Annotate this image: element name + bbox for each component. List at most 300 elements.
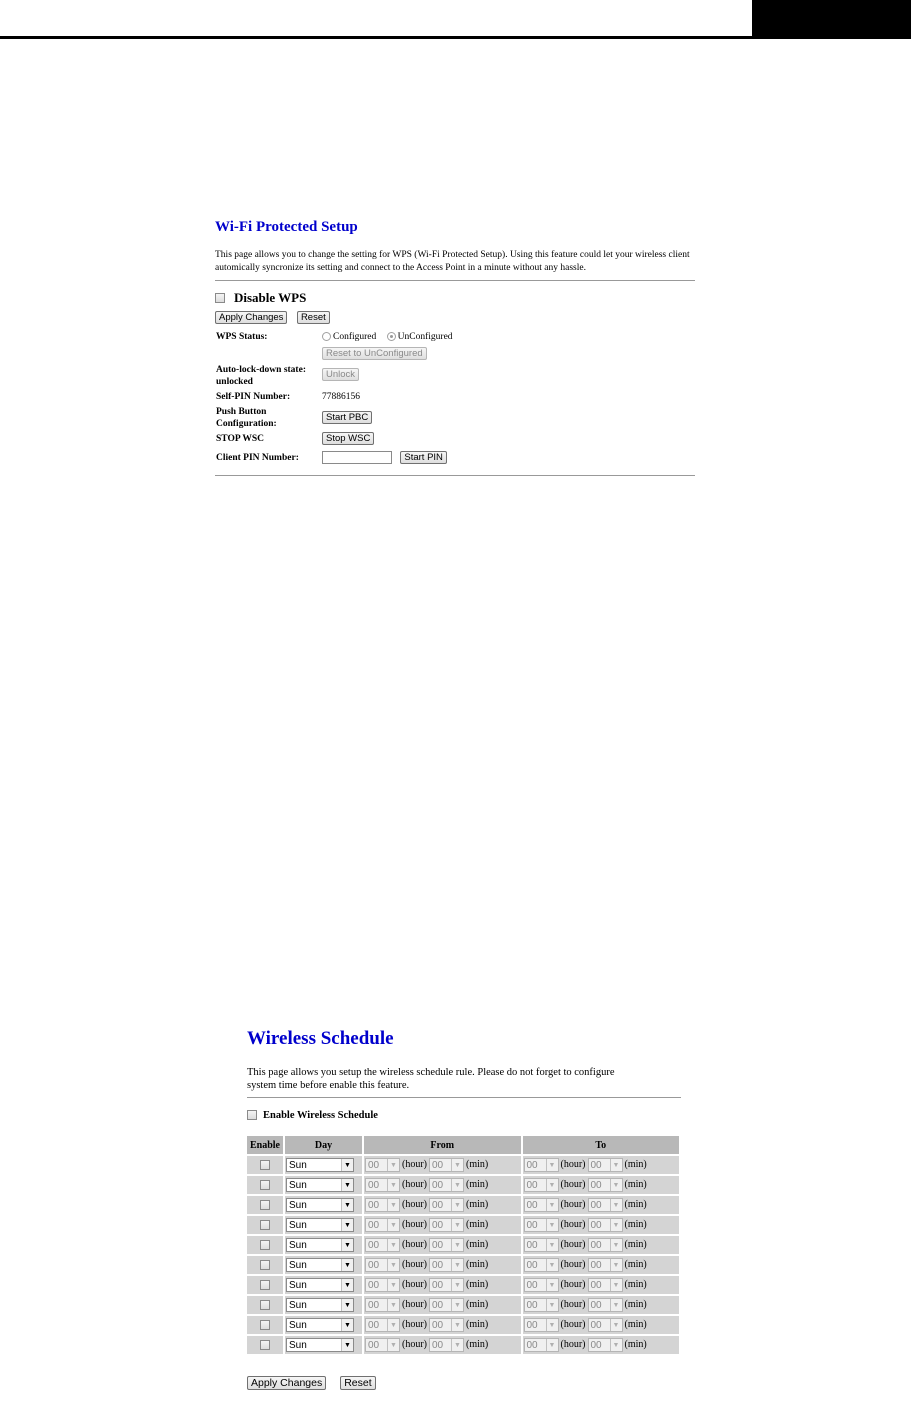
enable-cell — [247, 1276, 283, 1294]
chevron-down-icon: ▼ — [546, 1199, 558, 1211]
reset-to-unconfigured-button[interactable]: Reset to UnConfigured — [322, 347, 427, 360]
day-cell — [285, 1236, 362, 1254]
day-select[interactable] — [286, 1178, 354, 1192]
column-header-enable: Enable — [247, 1136, 283, 1154]
chevron-down-icon: ▼ — [451, 1219, 463, 1231]
day-select[interactable] — [286, 1198, 354, 1212]
hour-unit-label: (hour) — [402, 1339, 427, 1351]
chevron-down-icon: ▼ — [610, 1239, 622, 1251]
day-cell — [285, 1196, 362, 1214]
min-unit-label: (min) — [466, 1259, 489, 1271]
to-min-select[interactable] — [588, 1318, 623, 1332]
to-min-select[interactable] — [588, 1198, 623, 1212]
from-hour-select-value: 00 — [368, 1199, 380, 1211]
day-select[interactable] — [286, 1298, 354, 1312]
from-min-select[interactable] — [429, 1238, 464, 1252]
chevron-down-icon: ▼ — [451, 1279, 463, 1291]
min-unit-label: (min) — [466, 1299, 489, 1311]
wps-settings — [215, 331, 695, 473]
chevron-down-icon: ▼ — [341, 1239, 353, 1251]
table-row — [247, 1336, 679, 1354]
chevron-down-icon: ▼ — [451, 1319, 463, 1331]
table-row — [247, 1216, 679, 1234]
to-min-select[interactable] — [588, 1278, 623, 1292]
to-min-select[interactable] — [588, 1338, 623, 1352]
enable-cell — [247, 1256, 283, 1274]
to-cell — [523, 1196, 680, 1214]
from-hour-select-value: 00 — [368, 1259, 380, 1271]
hour-unit-label: (hour) — [560, 1219, 586, 1231]
day-cell — [285, 1316, 362, 1334]
wps-description-line: automically syncronize its setting and connect to the Access Point in a minute without any hassle. — [215, 263, 586, 273]
min-unit-label: (min) — [624, 1159, 647, 1171]
from-min-select-value: 00 — [432, 1299, 444, 1311]
from-cell — [364, 1296, 521, 1314]
min-unit-label: (min) — [466, 1339, 489, 1351]
start-pin-button[interactable]: Start PIN — [400, 451, 447, 464]
table-row — [247, 1236, 679, 1254]
chevron-down-icon: ▼ — [341, 1199, 353, 1211]
chevron-down-icon: ▼ — [341, 1339, 353, 1351]
to-min-select[interactable] — [588, 1238, 623, 1252]
from-hour-select[interactable] — [365, 1238, 400, 1252]
hour-unit-label: (hour) — [402, 1239, 427, 1251]
from-hour-select[interactable] — [365, 1318, 400, 1332]
unconfigured-radio-label: UnConfigured — [397, 332, 453, 342]
client-pin-label: Client PIN Number: — [216, 453, 299, 463]
row-enable-checkbox[interactable] — [260, 1260, 270, 1270]
hour-unit-label: (hour) — [402, 1259, 427, 1271]
enable-cell — [247, 1156, 283, 1174]
day-select-value: Sun — [289, 1299, 307, 1311]
hour-unit-label: (hour) — [560, 1339, 586, 1351]
hour-unit-label: (hour) — [402, 1179, 427, 1191]
chevron-down-icon: ▼ — [451, 1179, 463, 1191]
chevron-down-icon: ▼ — [387, 1199, 399, 1211]
to-hour-select-value: 00 — [526, 1279, 538, 1291]
schedule-description — [247, 1066, 681, 1092]
from-min-select[interactable] — [429, 1218, 464, 1232]
wps-description — [215, 249, 695, 275]
to-hour-select[interactable] — [524, 1198, 559, 1212]
to-hour-select[interactable] — [524, 1178, 559, 1192]
chevron-down-icon: ▼ — [451, 1159, 463, 1171]
column-header-to: To — [523, 1136, 680, 1154]
min-unit-label: (min) — [466, 1199, 489, 1211]
day-select-value: Sun — [289, 1339, 307, 1351]
to-min-select[interactable] — [588, 1218, 623, 1232]
enable-cell — [247, 1296, 283, 1314]
chevron-down-icon: ▼ — [387, 1319, 399, 1331]
chevron-down-icon: ▼ — [387, 1259, 399, 1271]
to-cell — [523, 1216, 680, 1234]
configured-radio[interactable] — [322, 332, 331, 341]
wps-button-row — [215, 311, 695, 325]
hour-unit-label: (hour) — [402, 1319, 427, 1331]
schedule-description-line: system time before enable this feature. — [247, 1080, 410, 1091]
to-hour-select[interactable] — [524, 1338, 559, 1352]
day-select[interactable] — [286, 1158, 354, 1172]
from-cell — [364, 1216, 521, 1234]
chevron-down-icon: ▼ — [341, 1259, 353, 1271]
chevron-down-icon: ▼ — [341, 1159, 353, 1171]
from-hour-select[interactable] — [365, 1178, 400, 1192]
wps-description-line: This page allows you to change the setting for WPS (Wi-Fi Protected Setup). Using this feature could let your wireless client — [215, 250, 690, 260]
day-cell — [285, 1176, 362, 1194]
day-select[interactable] — [286, 1318, 354, 1332]
day-select-value: Sun — [289, 1219, 307, 1231]
day-cell — [285, 1256, 362, 1274]
to-min-select-value: 00 — [590, 1179, 602, 1191]
client-pin-input[interactable] — [322, 451, 392, 464]
chevron-down-icon: ▼ — [546, 1219, 558, 1231]
page-header-rule — [0, 36, 752, 39]
reset-button[interactable]: Reset — [297, 311, 330, 324]
row-enable-checkbox[interactable] — [260, 1220, 270, 1230]
min-unit-label: (min) — [466, 1179, 489, 1191]
wps-title: Wi-Fi Protected Setup — [215, 219, 358, 235]
from-hour-select-value: 00 — [368, 1219, 380, 1231]
from-min-select-value: 00 — [432, 1199, 444, 1211]
page-header-block — [752, 0, 911, 39]
push-button-config-label — [216, 406, 277, 430]
from-min-select[interactable] — [429, 1338, 464, 1352]
to-hour-select-value: 00 — [526, 1239, 538, 1251]
min-unit-label: (min) — [466, 1319, 489, 1331]
chevron-down-icon: ▼ — [451, 1239, 463, 1251]
from-min-select[interactable] — [429, 1198, 464, 1212]
enable-cell — [247, 1176, 283, 1194]
chevron-down-icon: ▼ — [341, 1179, 353, 1191]
chevron-down-icon: ▼ — [546, 1159, 558, 1171]
from-hour-select-value: 00 — [368, 1159, 380, 1171]
min-unit-label: (min) — [624, 1279, 647, 1291]
row-enable-checkbox[interactable] — [260, 1340, 270, 1350]
to-hour-select-value: 00 — [526, 1339, 538, 1351]
chevron-down-icon: ▼ — [546, 1239, 558, 1251]
wps-status-options — [322, 331, 461, 343]
from-min-select[interactable] — [429, 1258, 464, 1272]
enable-cell — [247, 1236, 283, 1254]
schedule-table — [245, 1134, 681, 1356]
to-hour-select-value: 00 — [526, 1259, 538, 1271]
hour-unit-label: (hour) — [560, 1159, 586, 1171]
from-cell — [364, 1276, 521, 1294]
to-min-select-value: 00 — [590, 1199, 602, 1211]
chevron-down-icon: ▼ — [451, 1199, 463, 1211]
day-cell — [285, 1296, 362, 1314]
chevron-down-icon: ▼ — [610, 1319, 622, 1331]
hour-unit-label: (hour) — [560, 1299, 586, 1311]
min-unit-label: (min) — [624, 1319, 647, 1331]
from-hour-select-value: 00 — [368, 1239, 380, 1251]
from-min-select-value: 00 — [432, 1339, 444, 1351]
wireless-schedule-panel — [247, 1026, 681, 1391]
row-enable-checkbox[interactable] — [260, 1180, 270, 1190]
day-select[interactable] — [286, 1238, 354, 1252]
reset-button[interactable]: Reset — [340, 1376, 375, 1390]
chevron-down-icon: ▼ — [341, 1299, 353, 1311]
from-hour-select[interactable] — [365, 1298, 400, 1312]
to-min-select[interactable] — [588, 1258, 623, 1272]
to-min-select-value: 00 — [590, 1219, 602, 1231]
day-select[interactable] — [286, 1278, 354, 1292]
day-select[interactable] — [286, 1338, 354, 1352]
apply-changes-button[interactable]: Apply Changes — [215, 311, 287, 324]
day-select[interactable] — [286, 1258, 354, 1272]
chevron-down-icon: ▼ — [387, 1299, 399, 1311]
to-min-select-value: 00 — [590, 1279, 602, 1291]
apply-changes-button[interactable]: Apply Changes — [247, 1376, 326, 1390]
hour-unit-label: (hour) — [402, 1279, 427, 1291]
self-pin-label: Self-PIN Number: — [216, 392, 291, 402]
to-cell — [523, 1236, 680, 1254]
table-row — [247, 1176, 679, 1194]
table-row — [247, 1276, 679, 1294]
pbc-label-line: Configuration: — [216, 419, 277, 429]
day-select-value: Sun — [289, 1199, 307, 1211]
min-unit-label: (min) — [466, 1159, 489, 1171]
stop-wsc-button[interactable]: Stop WSC — [322, 432, 374, 445]
configured-radio-label: Configured — [333, 332, 377, 342]
from-min-select-value: 00 — [432, 1159, 444, 1171]
table-header-row — [247, 1136, 679, 1154]
to-hour-select[interactable] — [524, 1158, 559, 1172]
to-min-select[interactable] — [588, 1298, 623, 1312]
from-min-select-value: 00 — [432, 1279, 444, 1291]
chevron-down-icon: ▼ — [341, 1279, 353, 1291]
row-enable-checkbox[interactable] — [260, 1200, 270, 1210]
from-cell — [364, 1196, 521, 1214]
chevron-down-icon: ▼ — [341, 1219, 353, 1231]
to-min-select-value: 00 — [590, 1159, 602, 1171]
table-row — [247, 1256, 679, 1274]
schedule-rows — [247, 1156, 679, 1354]
chevron-down-icon: ▼ — [610, 1339, 622, 1351]
autolock-state-value: unlocked — [216, 377, 253, 387]
hour-unit-label: (hour) — [560, 1279, 586, 1291]
to-hour-select[interactable] — [524, 1258, 559, 1272]
from-min-select[interactable] — [429, 1278, 464, 1292]
from-min-select-value: 00 — [432, 1259, 444, 1271]
divider — [215, 475, 695, 476]
chevron-down-icon: ▼ — [610, 1159, 622, 1171]
from-hour-select-value: 00 — [368, 1299, 380, 1311]
to-cell — [523, 1276, 680, 1294]
chevron-down-icon: ▼ — [546, 1259, 558, 1271]
hour-unit-label: (hour) — [560, 1259, 586, 1271]
self-pin-value: 77886156 — [322, 392, 360, 402]
to-cell — [523, 1336, 680, 1354]
min-unit-label: (min) — [624, 1299, 647, 1311]
row-enable-checkbox[interactable] — [260, 1160, 270, 1170]
to-hour-select-value: 00 — [526, 1199, 538, 1211]
to-min-select-value: 00 — [590, 1259, 602, 1271]
to-cell — [523, 1156, 680, 1174]
chevron-down-icon: ▼ — [610, 1219, 622, 1231]
to-min-select-value: 00 — [590, 1299, 602, 1311]
wps-panel — [215, 216, 695, 476]
from-min-select[interactable] — [429, 1158, 464, 1172]
pbc-label-line: Push Button — [216, 407, 267, 417]
to-min-select[interactable] — [588, 1158, 623, 1172]
enable-schedule-checkbox[interactable] — [247, 1110, 257, 1120]
table-row — [247, 1156, 679, 1174]
from-min-select-value: 00 — [432, 1219, 444, 1231]
hour-unit-label: (hour) — [402, 1299, 427, 1311]
to-min-select-value: 00 — [590, 1339, 602, 1351]
hour-unit-label: (hour) — [560, 1179, 586, 1191]
divider — [247, 1097, 681, 1098]
table-row — [247, 1316, 679, 1334]
day-select[interactable] — [286, 1218, 354, 1232]
from-min-select-value: 00 — [432, 1319, 444, 1331]
day-cell — [285, 1276, 362, 1294]
min-unit-label: (min) — [624, 1219, 647, 1231]
from-hour-select[interactable] — [365, 1218, 400, 1232]
day-select-value: Sun — [289, 1159, 307, 1171]
start-pbc-button[interactable]: Start PBC — [322, 411, 372, 424]
to-hour-select-value: 00 — [526, 1319, 538, 1331]
min-unit-label: (min) — [624, 1259, 647, 1271]
to-hour-select[interactable] — [524, 1218, 559, 1232]
row-enable-checkbox[interactable] — [260, 1280, 270, 1290]
disable-wps-row — [215, 290, 695, 306]
autolock-label-line: Auto-lock-down state: — [216, 365, 306, 375]
from-hour-select-value: 00 — [368, 1319, 380, 1331]
row-enable-checkbox[interactable] — [260, 1320, 270, 1330]
table-row — [247, 1296, 679, 1314]
min-unit-label: (min) — [466, 1279, 489, 1291]
chevron-down-icon: ▼ — [451, 1339, 463, 1351]
min-unit-label: (min) — [466, 1219, 489, 1231]
divider — [215, 280, 695, 281]
to-hour-select-value: 00 — [526, 1179, 538, 1191]
from-min-select[interactable] — [429, 1178, 464, 1192]
schedule-title: Wireless Schedule — [247, 1028, 394, 1049]
chevron-down-icon: ▼ — [546, 1319, 558, 1331]
to-hour-select[interactable] — [524, 1298, 559, 1312]
disable-wps-checkbox[interactable] — [215, 293, 225, 303]
enable-cell — [247, 1216, 283, 1234]
chevron-down-icon: ▼ — [546, 1279, 558, 1291]
row-enable-checkbox[interactable] — [260, 1300, 270, 1310]
chevron-down-icon: ▼ — [387, 1159, 399, 1171]
from-min-select-value: 00 — [432, 1239, 444, 1251]
chevron-down-icon: ▼ — [610, 1279, 622, 1291]
unconfigured-radio[interactable] — [387, 332, 396, 341]
from-min-select[interactable] — [429, 1298, 464, 1312]
from-cell — [364, 1256, 521, 1274]
hour-unit-label: (hour) — [560, 1319, 586, 1331]
from-hour-select-value: 00 — [368, 1179, 380, 1191]
min-unit-label: (min) — [624, 1199, 647, 1211]
hour-unit-label: (hour) — [402, 1159, 427, 1171]
from-hour-select-value: 00 — [368, 1279, 380, 1291]
chevron-down-icon: ▼ — [610, 1179, 622, 1191]
day-cell — [285, 1336, 362, 1354]
from-cell — [364, 1156, 521, 1174]
enable-schedule-row — [247, 1108, 681, 1122]
chevron-down-icon: ▼ — [387, 1279, 399, 1291]
day-cell — [285, 1216, 362, 1234]
chevron-down-icon: ▼ — [546, 1299, 558, 1311]
to-min-select-value: 00 — [590, 1239, 602, 1251]
to-cell — [523, 1176, 680, 1194]
chevron-down-icon: ▼ — [546, 1339, 558, 1351]
hour-unit-label: (hour) — [402, 1199, 427, 1211]
column-header-day: Day — [285, 1136, 362, 1154]
to-hour-select-value: 00 — [526, 1219, 538, 1231]
to-hour-select[interactable] — [524, 1278, 559, 1292]
from-min-select[interactable] — [429, 1318, 464, 1332]
chevron-down-icon: ▼ — [387, 1219, 399, 1231]
stop-wsc-label: STOP WSC — [216, 434, 264, 444]
chevron-down-icon: ▼ — [451, 1299, 463, 1311]
from-cell — [364, 1336, 521, 1354]
day-select-value: Sun — [289, 1239, 307, 1251]
row-enable-checkbox[interactable] — [260, 1240, 270, 1250]
chevron-down-icon: ▼ — [546, 1179, 558, 1191]
from-min-select-value: 00 — [432, 1179, 444, 1191]
from-hour-select-value: 00 — [368, 1339, 380, 1351]
chevron-down-icon: ▼ — [451, 1259, 463, 1271]
column-header-from: From — [364, 1136, 521, 1154]
enable-cell — [247, 1196, 283, 1214]
table-row — [247, 1196, 679, 1214]
chevron-down-icon: ▼ — [610, 1299, 622, 1311]
day-cell — [285, 1156, 362, 1174]
to-min-select-value: 00 — [590, 1319, 602, 1331]
from-cell — [364, 1176, 521, 1194]
from-hour-select[interactable] — [365, 1338, 400, 1352]
chevron-down-icon: ▼ — [387, 1339, 399, 1351]
unlock-button[interactable]: Unlock — [322, 368, 359, 381]
hour-unit-label: (hour) — [560, 1199, 586, 1211]
to-hour-select[interactable] — [524, 1318, 559, 1332]
to-hour-select[interactable] — [524, 1238, 559, 1252]
enable-cell — [247, 1316, 283, 1334]
from-cell — [364, 1236, 521, 1254]
from-hour-select[interactable] — [365, 1258, 400, 1272]
hour-unit-label: (hour) — [402, 1219, 427, 1231]
chevron-down-icon: ▼ — [610, 1199, 622, 1211]
min-unit-label: (min) — [466, 1239, 489, 1251]
wps-status-label: WPS Status: — [216, 332, 268, 342]
day-select-value: Sun — [289, 1259, 307, 1271]
min-unit-label: (min) — [624, 1239, 647, 1251]
from-hour-select[interactable] — [365, 1198, 400, 1212]
disable-wps-label: Disable WPS — [234, 290, 307, 305]
to-hour-select-value: 00 — [526, 1299, 538, 1311]
day-select-value: Sun — [289, 1319, 307, 1331]
to-hour-select-value: 00 — [526, 1159, 538, 1171]
chevron-down-icon: ▼ — [387, 1239, 399, 1251]
autolock-label — [216, 364, 306, 388]
day-select-value: Sun — [289, 1279, 307, 1291]
from-hour-select[interactable] — [365, 1158, 400, 1172]
from-hour-select[interactable] — [365, 1278, 400, 1292]
from-cell — [364, 1316, 521, 1334]
schedule-description-line: This page allows you setup the wireless schedule rule. Please do not forget to configure — [247, 1067, 615, 1078]
enable-schedule-label: Enable Wireless Schedule — [263, 1109, 378, 1121]
chevron-down-icon: ▼ — [341, 1319, 353, 1331]
chevron-down-icon: ▼ — [387, 1179, 399, 1191]
to-cell — [523, 1256, 680, 1274]
to-min-select[interactable] — [588, 1178, 623, 1192]
day-select-value: Sun — [289, 1179, 307, 1191]
to-cell — [523, 1316, 680, 1334]
